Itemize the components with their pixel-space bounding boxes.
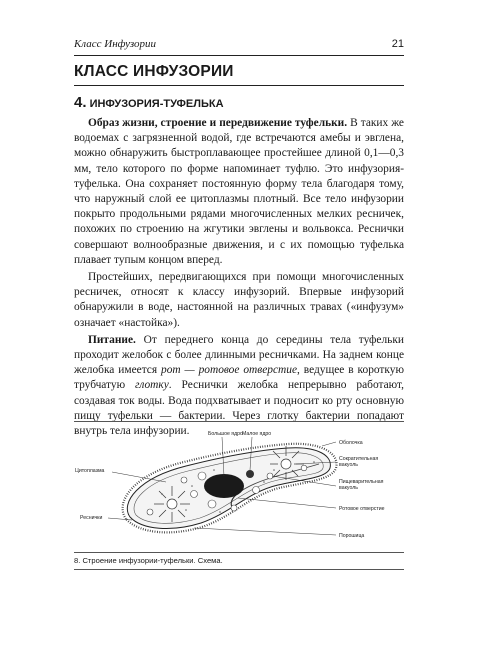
section-title: ИНФУЗОРИЯ-ТУФЕЛЬКА bbox=[89, 98, 224, 110]
micronucleus bbox=[246, 470, 254, 478]
chapter-title: КЛАСС ИНФУЗОРИИ bbox=[74, 63, 234, 80]
label-membrane: Оболочка bbox=[339, 440, 363, 446]
label-cytoplasm: Цитоплазма bbox=[75, 468, 105, 474]
paragraph-text: . Реснички желобка непрерывно работают, создавая ток воды. Вода подхватывает и подносит ко рту основную пищу туфельки — бактерии. Через глотку бактерии попадают внутрь тела инфузории. bbox=[74, 379, 404, 438]
label-mouth: Ротовое отверстие bbox=[339, 506, 385, 512]
page-number: 21 bbox=[391, 38, 404, 50]
figure-top-divider bbox=[74, 421, 404, 422]
label-contractile-vacuole-line1: Сократительная bbox=[339, 456, 379, 462]
paragraph-text: , ведущее в короткую трубчатую bbox=[74, 364, 404, 392]
caption-divider bbox=[74, 569, 404, 570]
label-small-nucleus: Малое ядро bbox=[242, 431, 272, 437]
figure-caption: 8. Строение инфузории-туфельки. Схема. bbox=[74, 556, 223, 565]
header-divider bbox=[74, 55, 404, 56]
term-pharynx: глотку bbox=[135, 379, 169, 392]
chapter-divider bbox=[74, 85, 404, 86]
paramecium-figure bbox=[74, 424, 404, 549]
label-contractile-vacuole-line2: вакуоль bbox=[339, 462, 358, 468]
paragraph-lifestyle bbox=[74, 116, 404, 268]
label-contractile-vacuole bbox=[339, 456, 380, 468]
paramecium-diagram bbox=[74, 424, 404, 549]
running-head bbox=[74, 38, 404, 56]
macronucleus bbox=[204, 474, 244, 498]
paragraph-lead: Питание. bbox=[88, 333, 136, 346]
paragraph-text: От переднего конца до середины тела туфельки проходит желобок с более длинными ресничками. На заднем конце желобка имеется bbox=[74, 333, 404, 377]
paragraph-class bbox=[74, 270, 404, 331]
paragraph-lead: Образ жизни, строение и передвижение туфельки. bbox=[88, 117, 348, 129]
section-heading bbox=[74, 94, 224, 111]
figure-bottom-divider bbox=[74, 552, 404, 553]
label-cilia: Реснички bbox=[80, 515, 103, 521]
body-text bbox=[74, 116, 404, 439]
running-head-title: Класс Инфузории bbox=[74, 38, 156, 50]
contractile-vacuole-rear bbox=[154, 486, 190, 522]
label-digestive-vacuole-line1: Пищеварительная bbox=[339, 479, 384, 485]
paragraph-text: В таких же водоемах с загрязненной водой, где встречаются амебы и эвглена, можно обнаружить быстроплавающее простейшее длиной 0,1—0,3 мм, тело которого по форме напоминает туфлю. Это инфузория-туфелька. Она сохраняет постоянную форму тела благодаря тому, что наружный слой ее цитоплазмы плотный. Все тело инфузории покрыто продольными рядами многочисленных мелких ресничек, похожих по строению на жгутики эвглены и вольвокса. Реснички совершают волнообразные движения, и с их помощью туфелька плавает тупым концом вперед. bbox=[74, 117, 404, 266]
label-big-nucleus: Большое ядро bbox=[208, 431, 243, 437]
section-number: 4. bbox=[74, 94, 87, 111]
paragraph-text: Простейших, передвигающихся при помощи многочисленных ресничек, относят к классу инфузорий. Впервые инфузорий обнаружили в воде, настоянной на различных травах («инфузум» означает «настойка»). bbox=[74, 271, 404, 329]
label-digestive-vacuole-line2: вакуоль bbox=[339, 485, 358, 491]
label-anal-pore: Порошица bbox=[339, 533, 365, 539]
term-mouth: рот — ротовое отверстие bbox=[161, 364, 297, 377]
label-digestive-vacuole bbox=[339, 479, 385, 491]
